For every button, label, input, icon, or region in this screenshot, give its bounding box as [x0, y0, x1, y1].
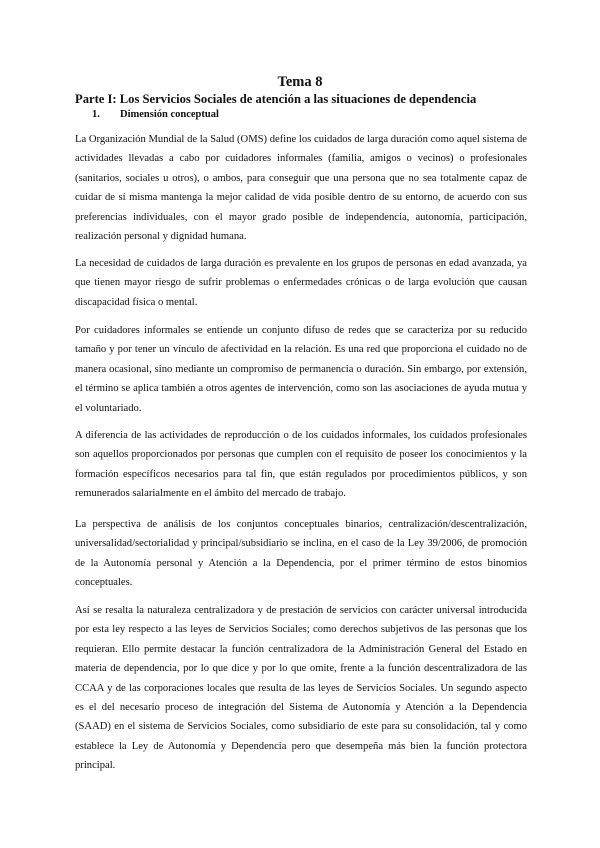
paragraph: La Organización Mundial de la Salud (OMS) define los cuidados de larga duración como aquel sistema de actividades llevadas a cabo por cuidadores informales (familia, amigos o vecinos) o profesionales (sanitarios, sociales u otros), o ambos, para conseguir que una persona que no sea totalmente capaz de cuidar de sí misma mantenga la mejor calidad de vida posible dentro de su entorno, de acuerdo con sus preferencias individuales, con el mayor grado posible de independencia, autonomía, participación, realización personal y dignidad humana.: [75, 134, 527, 243]
paragraph: Por cuidadores informales se entiende un conjunto difuso de redes que se caracteriza por su reducido tamaño y por tener un vínculo de afectividad en la relación. Es una red que proporciona el cuidado no de manera ocasional, sino mediante un compromiso de permanencia o duración. Sin embargo, por extensión, el término se aplica también a otros agentes de intervención, como son las asociaciones de ayuda mutua y el voluntariado.: [75, 325, 527, 414]
part-heading: Parte I: Los Servicios Sociales de atención a las situaciones de dependencia: [75, 92, 477, 106]
paragraph: La perspectiva de análisis de los conjuntos conceptuales binarios, centralización/descentralización, universalidad/sectorialidad y principal/subsidiario se inclina, en el caso de la Ley 39/2006, de promoción de la Autonomía personal y Atención a la Dependencia, por el primer término de estos binomios conceptuales.: [75, 519, 527, 589]
section-title: Dimensión conceptual: [120, 109, 219, 120]
section-number: 1.: [92, 109, 100, 120]
paragraph: Así se resalta la naturaleza centralizadora y de prestación de servicios con carácter universal introducida por esta ley respecto a las leyes de Servicios Sociales; como derechos subjetivos de las personas que los requieran. Ello permite destacar la función centralizadora de la Administración General del Estado en materia de dependencia, por lo que dice y por lo que omite, frente a la función descentralizadora de las CCAA y de las corporaciones locales que resulta de las leyes de Servicios Sociales. Un segundo aspecto es el del necesario proceso de integración del Sistema de Autonomía y Atención a la Dependencia (SAAD) en el sistema de Servicios Sociales, como subsidiario de este para su consolidación, tal y como establece la Ley de Autonomía y Dependencia pero que desempeña más bien la función protectora principal.: [75, 605, 527, 772]
document-title: Tema 8: [277, 74, 323, 90]
paragraph: La necesidad de cuidados de larga duración es prevalente en los grupos de personas en edad avanzada, ya que tienen mayor riesgo de sufrir problemas o enfermedades crónicas o de larga evolución que causan discapacidad física o mental.: [75, 258, 527, 308]
section-heading: [92, 108, 532, 122]
paragraph: A diferencia de las actividades de reproducción o de los cuidados informales, los cuidados profesionales son aquellos proporcionados por personas que cumplen con el requisito de poseer los conocimientos y la formación específicos necesarios para tal fin, que están regulados por procedimientos públicos, y son remunerados salarialmente en el ámbito del mercado de trabajo.: [75, 430, 527, 500]
